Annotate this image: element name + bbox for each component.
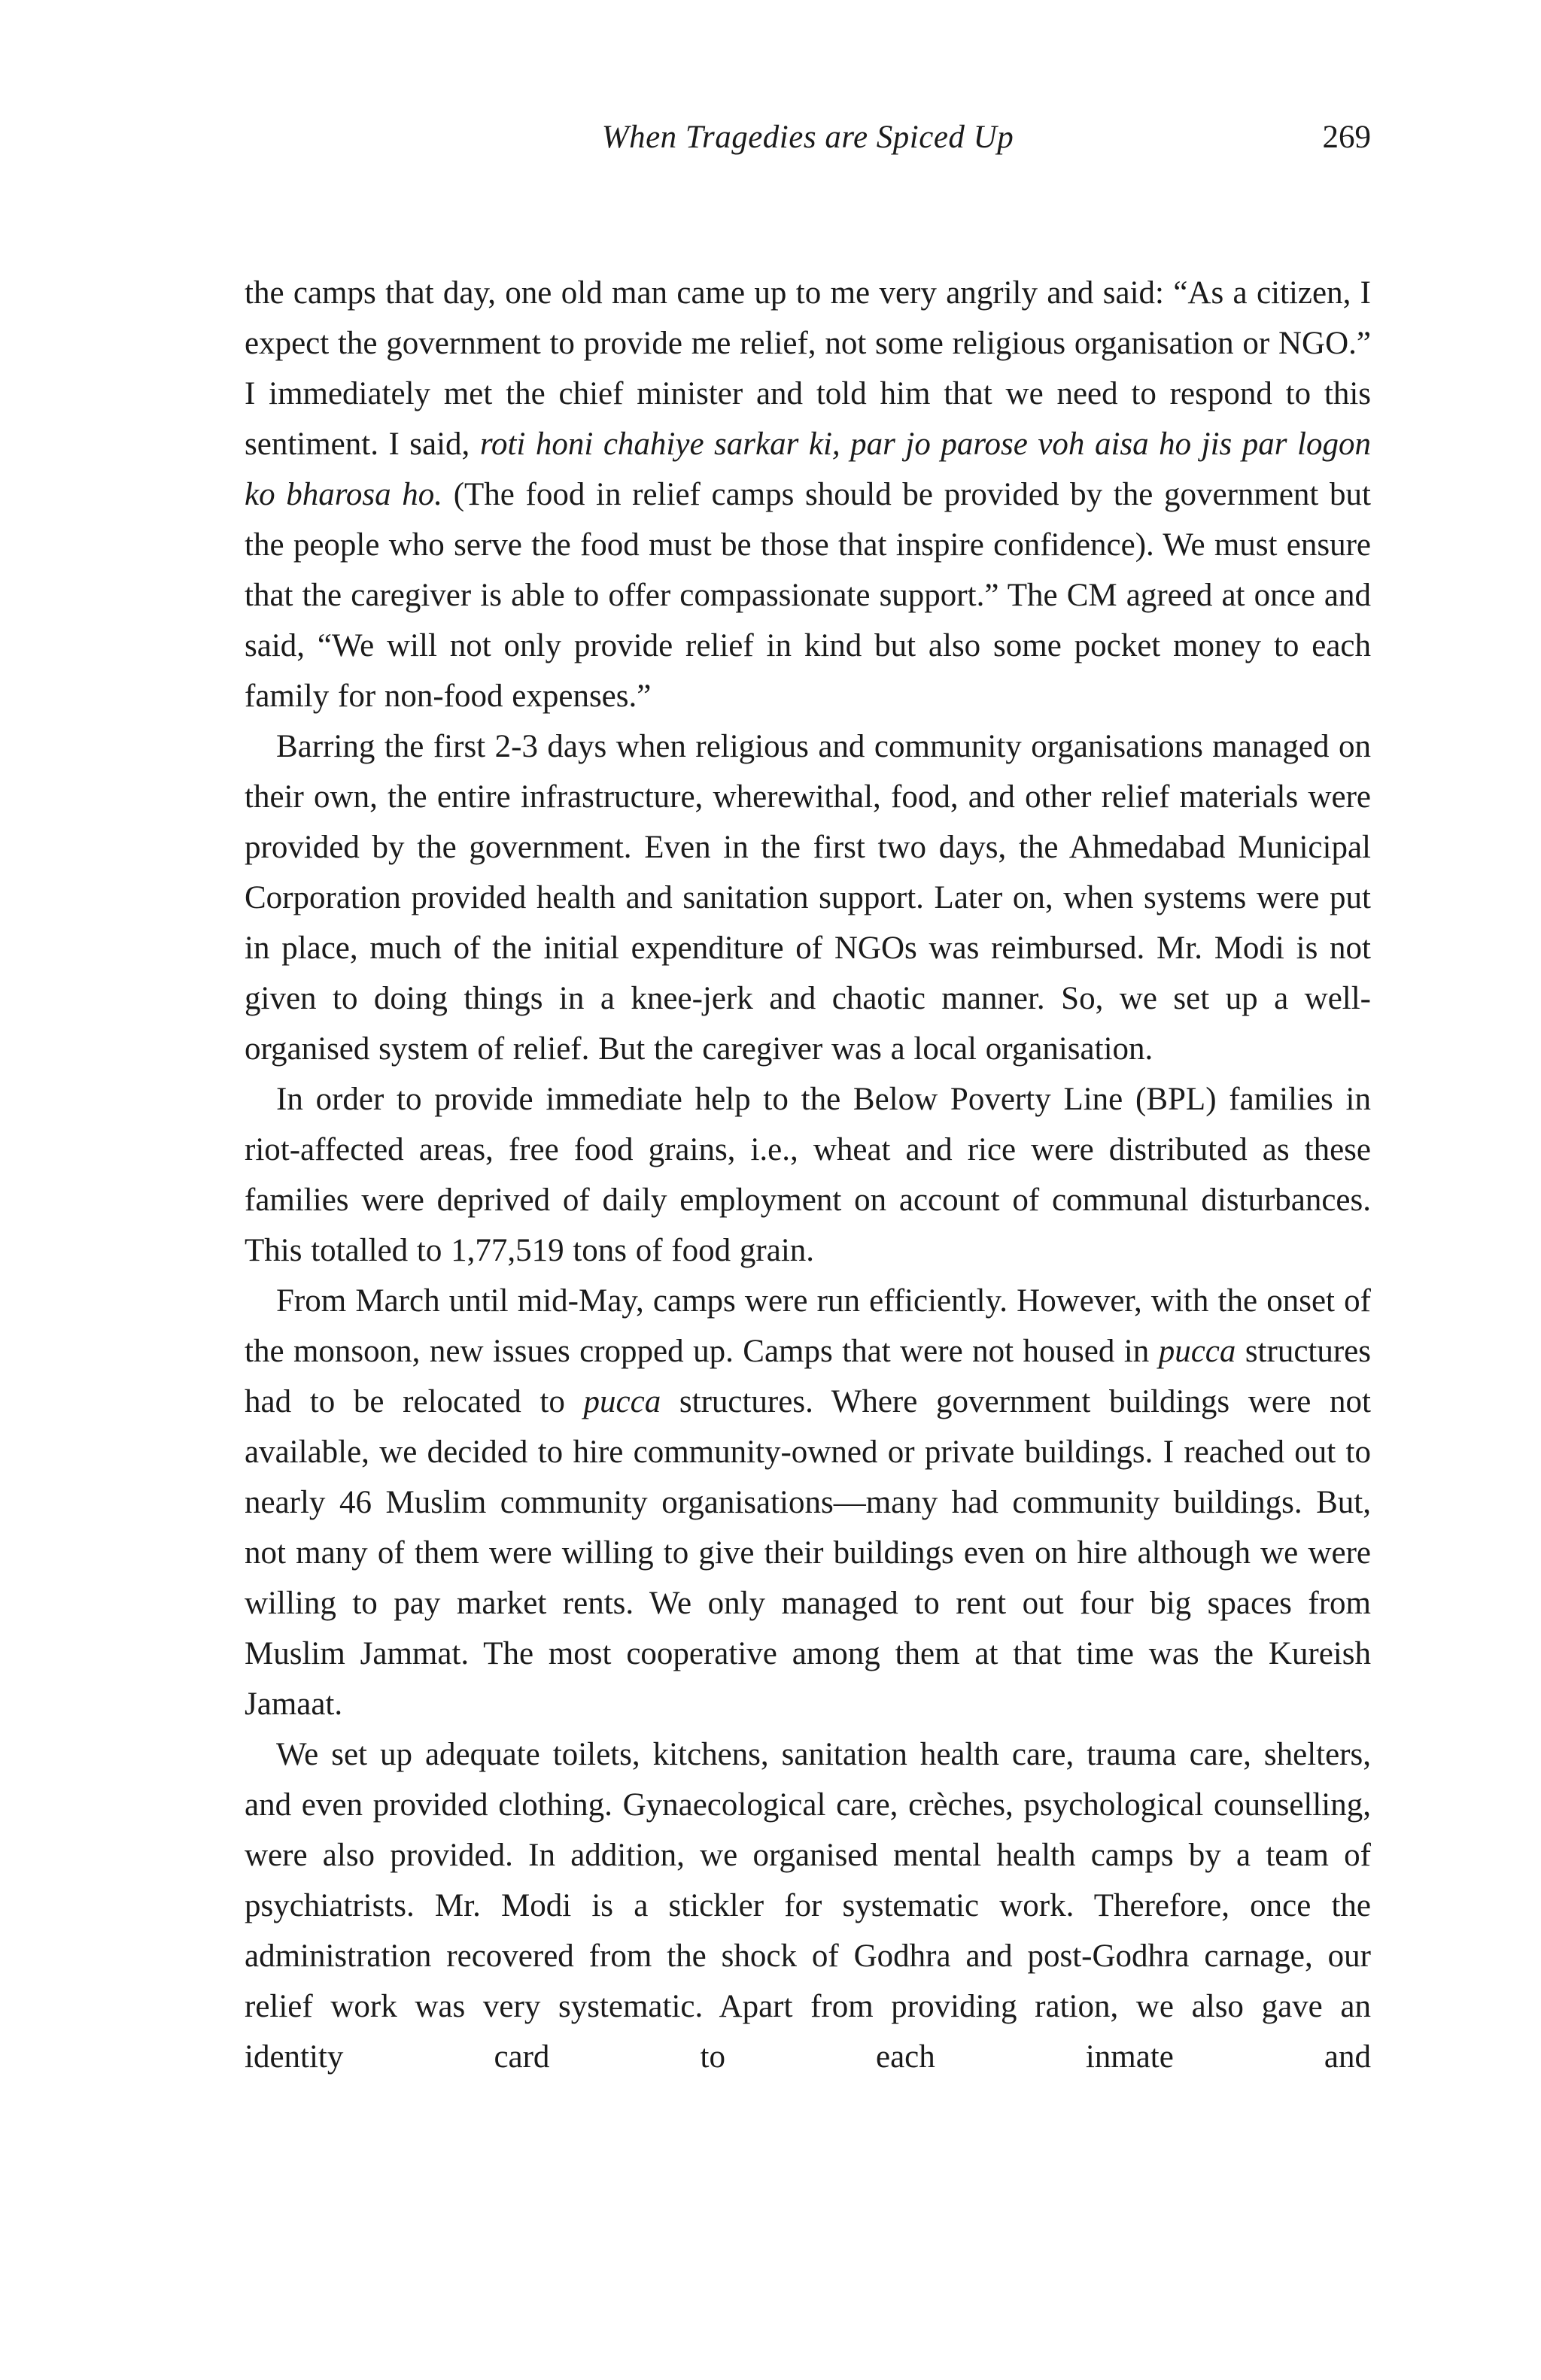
text-segment: structures had to be relocated to <box>245 1334 1371 1419</box>
italic-phrase: roti honi chahiye sarkar ki, par jo parose voh aisa ho jis par logon ko bharosa ho. <box>245 427 1371 512</box>
text-segment: the camps that day, one old man came up to me very angrily and said: “As a citizen, I expect the government to provide me relief, not some religious organisation or NGO.” I immediately met the chief minister and told him that we need to respond to this sentiment. I said, <box>245 275 1371 462</box>
text-segment: (The food in relief camps should be provided by the government but the people who serve the food must be those that inspire confidence). We must ensure that the caregiver is able to offer compassionate support.” The CM agreed at once and said, “We will not only provide relief in kind but also some pocket money to each family for non-food expenses.” <box>245 477 1371 714</box>
paragraph <box>245 1074 1371 1276</box>
paragraph <box>245 268 1371 721</box>
text-segment: structures. Where government buildings were not available, we decided to hire community-owned or private buildings. I reached out to nearly 46 Muslim community organisations—many had community buildings. But, not many of them were willing to give their buildings even on hire although we were willing to pay market rents. We only managed to rent out four big spaces from Muslim Jammat. The most cooperative among them at that time was the Kureish Jamaat. <box>245 1384 1371 1722</box>
text-segment: From March until mid-May, camps were run efficiently. However, with the onset of the monsoon, new issues cropped up. Camps that were not housed in <box>245 1283 1371 1369</box>
italic-phrase: pucca <box>583 1384 661 1419</box>
page-number: 269 <box>1322 120 1371 155</box>
paragraph <box>245 721 1371 1074</box>
running-head-title: When Tragedies are Spiced Up <box>601 120 1014 155</box>
paragraph <box>245 1729 1371 2082</box>
paragraph <box>245 1276 1371 1729</box>
text-segment: Barring the first 2-3 days when religious and community organisations managed on their own, the entire infrastructure, wherewithal, food, and other relief materials were provided by the government. Even in the first two days, the Ahmedabad Municipal Corporation provided health and sanitation support. Later on, when systems were put in place, much of the initial expenditure of NGOs was reimbursed. Mr. Modi is not given to doing things in a knee-jerk and chaotic manner. So, we set up a well-organised system of relief. But the caregiver was a local organisation. <box>245 729 1371 1067</box>
text-segment: We set up adequate toilets, kitchens, sanitation health care, trauma care, shelters, and even provided clothing. Gynaecological care, crèches, psychological counselling, were also provided. In addition, we organised mental health camps by a team of psychiatrists. Mr. Modi is a stickler for systematic work. Therefore, once the administration recovered from the shock of Godhra and post-Godhra carnage, our relief work was very systematic. Apart from providing ration, we also gave an identity card to each inmate and <box>245 1737 1371 2075</box>
text-block <box>245 268 1371 2082</box>
text-segment: In order to provide immediate help to the Below Poverty Line (BPL) families in riot-affected areas, free food grains, i.e., wheat and rice were distributed as these families were deprived of daily employment on account of communal disturbances. This totalled to 1,77,519 tons of food grain. <box>245 1082 1371 1268</box>
running-header <box>245 119 1371 158</box>
italic-phrase: pucca <box>1158 1334 1236 1369</box>
